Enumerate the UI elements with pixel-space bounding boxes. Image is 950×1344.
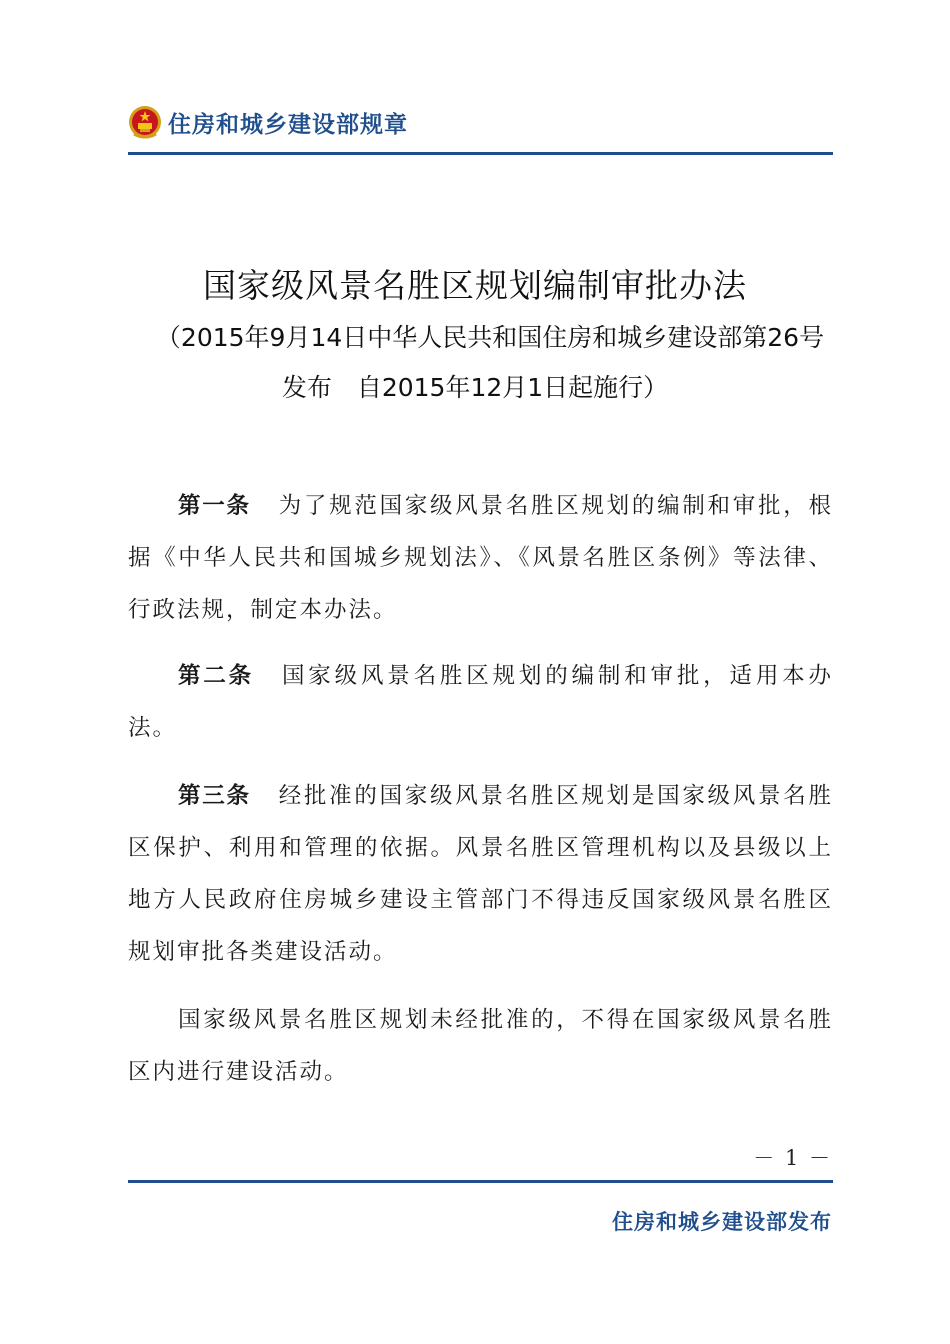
document-subtitle-line2: 发布 自2015年12月1日起施行） bbox=[281, 373, 669, 402]
article-3-paragraph-2 bbox=[128, 994, 833, 1098]
document-title: 国家级风景名胜区规划编制审批办法 bbox=[203, 266, 747, 305]
article-3-heading: 第三条 bbox=[178, 783, 251, 809]
footer-publisher: 住房和城乡建设部发布 bbox=[612, 1210, 832, 1234]
article-2-text: 国家级风景名胜区规划的编制和审批，适用本办法。 bbox=[128, 663, 833, 741]
header-divider bbox=[128, 152, 833, 155]
article-2 bbox=[128, 650, 833, 754]
header-title: 住房和城乡建设部规章 bbox=[168, 112, 408, 138]
national-emblem-icon bbox=[128, 104, 162, 140]
article-2-heading: 第二条 bbox=[178, 663, 254, 689]
article-1 bbox=[128, 480, 833, 636]
paragraph-text: 国家级风景名胜区规划未经批准的，不得在国家级风景名胜区内进行建设活动。 bbox=[128, 1007, 833, 1085]
article-3-text: 经批准的国家级风景名胜区规划是国家级风景名胜区保护、利用和管理的依据。风景名胜区管理机构以及县级以上地方人民政府住房城乡建设主管部门不得违反国家级风景名胜区规划审批各类建设活动。 bbox=[128, 783, 833, 965]
page-number: － 1 － bbox=[753, 1146, 832, 1170]
footer-divider bbox=[128, 1180, 833, 1183]
page-header bbox=[128, 100, 833, 144]
article-1-text: 为了规范国家级风景名胜区规划的编制和审批，根据《中华人民共和国城乡规划法》、《风景名胜区条例》等法律、行政法规，制定本办法。 bbox=[128, 493, 833, 623]
article-3 bbox=[128, 770, 833, 978]
document-subtitle-line1: （2015年9月14日中华人民共和国住房和城乡建设部第26号 bbox=[155, 323, 825, 352]
article-1-heading: 第一条 bbox=[178, 493, 251, 519]
